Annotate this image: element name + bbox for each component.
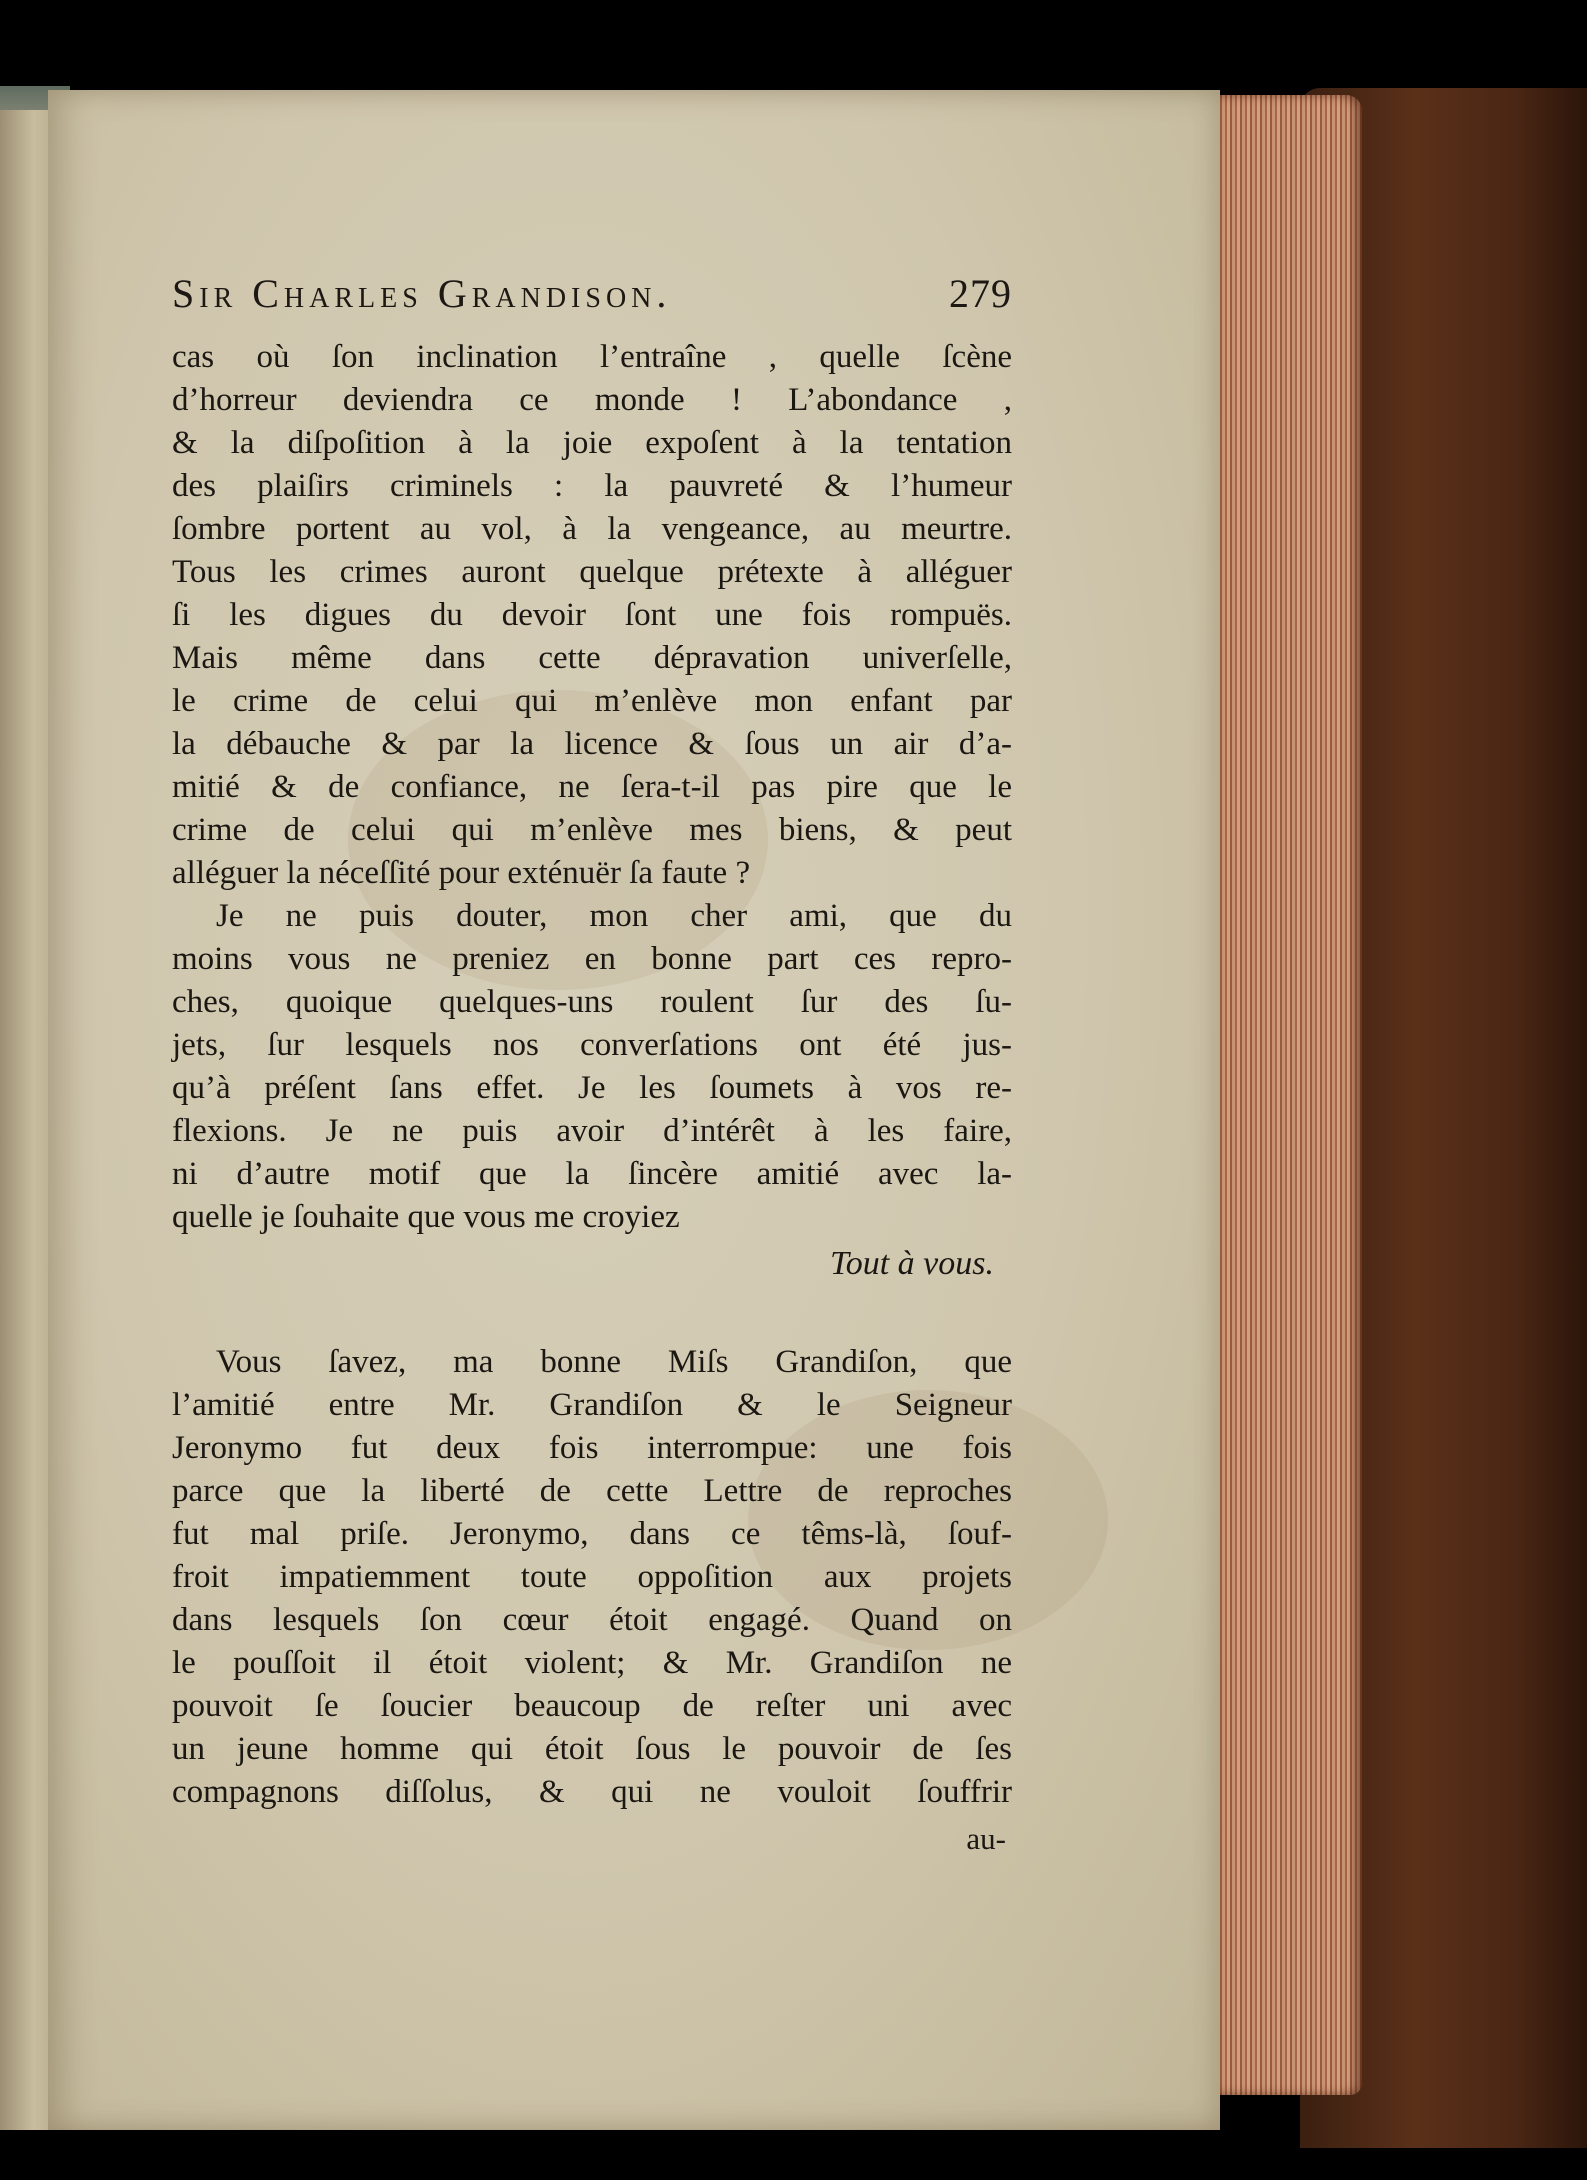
text-line: froit impatiemment toute oppoſition aux projets	[172, 1559, 1012, 1595]
text-line: fut mal priſe. Jeronymo, dans ce têms-là, ſouf-	[172, 1516, 1012, 1552]
text-line: Tous les crimes auront quelque prétexte à alléguer	[172, 554, 1012, 590]
text-line: cas où ſon inclination l’entraîne , quelle ſcène	[172, 339, 1012, 375]
running-head-title: Sir Charles Grandison.	[172, 271, 672, 316]
text-line: moins vous ne preniez en bonne part ces repro-	[172, 941, 1012, 977]
catchword: au-	[966, 1821, 1006, 1856]
text-line: le crime de celui qui m’enlève mon enfant par	[172, 683, 1012, 719]
paragraph-1	[172, 336, 1012, 895]
text-line: Je ne puis douter, mon cher ami, que du	[216, 898, 1012, 934]
text-line: mitié & de confiance, ne ſera-t-il pas pire que le	[172, 769, 1012, 805]
letter-signoff: Tout à vous.	[829, 1245, 994, 1282]
text-line: crime de celui qui m’enlève mes biens, & peut	[172, 812, 1012, 848]
page-edges	[1212, 95, 1362, 2095]
text-line: le pouſſoit il étoit violent; & Mr. Grandiſon ne	[172, 1645, 1012, 1681]
text-line: ni d’autre motif que la ſincère amitié avec la-	[172, 1156, 1012, 1192]
page-number: 279	[949, 271, 1012, 316]
text-line: d’horreur deviendra ce monde ! L’abondance ,	[172, 382, 1012, 418]
paragraph-3	[172, 1341, 1012, 1814]
paragraph-2	[172, 895, 1012, 1239]
text-line: ſombre portent au vol, à la vengeance, au meurtre.	[172, 511, 1012, 547]
section-gap	[172, 1289, 1012, 1341]
running-head	[172, 270, 1012, 336]
text-line: pouvoit ſe ſoucier beaucoup de reſter uni avec	[172, 1688, 1012, 1724]
text-line: un jeune homme qui étoit ſous le pouvoir de ſes	[172, 1731, 1012, 1767]
text-line: compagnons diſſolus, & qui ne vouloit ſouffrir	[172, 1774, 1012, 1810]
text-line: ches, quoique quelques-uns roulent ſur des ſu-	[172, 984, 1012, 1020]
text-line: l’amitié entre Mr. Grandiſon & le Seigneur	[172, 1387, 1012, 1423]
text-line: ſi les digues du devoir ſont une fois rompuës.	[172, 597, 1012, 633]
page-text	[172, 270, 1012, 1864]
text-line: des plaiſirs criminels : la pauvreté & l’humeur	[172, 468, 1012, 504]
text-line: qu’à préſent ſans effet. Je les ſoumets à vos re-	[172, 1070, 1012, 1106]
text-line: Vous ſavez, ma bonne Miſs Grandiſon, que	[216, 1344, 1012, 1380]
text-line: jets, ſur lesquels nos converſations ont été jus-	[172, 1027, 1012, 1063]
text-line: flexions. Je ne puis avoir d’intérêt à les faire,	[172, 1113, 1012, 1149]
text-line: quelle je ſouhaite que vous me croyiez	[172, 1199, 680, 1235]
text-line: dans lesquels ſon cœur étoit engagé. Quand on	[172, 1602, 1012, 1638]
text-line: parce que la liberté de cette Lettre de reproches	[172, 1473, 1012, 1509]
text-line: la débauche & par la licence & ſous un air d’a-	[172, 726, 1012, 762]
text-line: & la diſpoſition à la joie expoſent à la tentation	[172, 425, 1012, 461]
text-line: alléguer la néceſſité pour exténuër ſa faute ?	[172, 855, 751, 891]
text-line: Mais même dans cette dépravation univerſelle,	[172, 640, 1012, 676]
text-line: Jeronymo fut deux fois interrompue: une fois	[172, 1430, 1012, 1466]
